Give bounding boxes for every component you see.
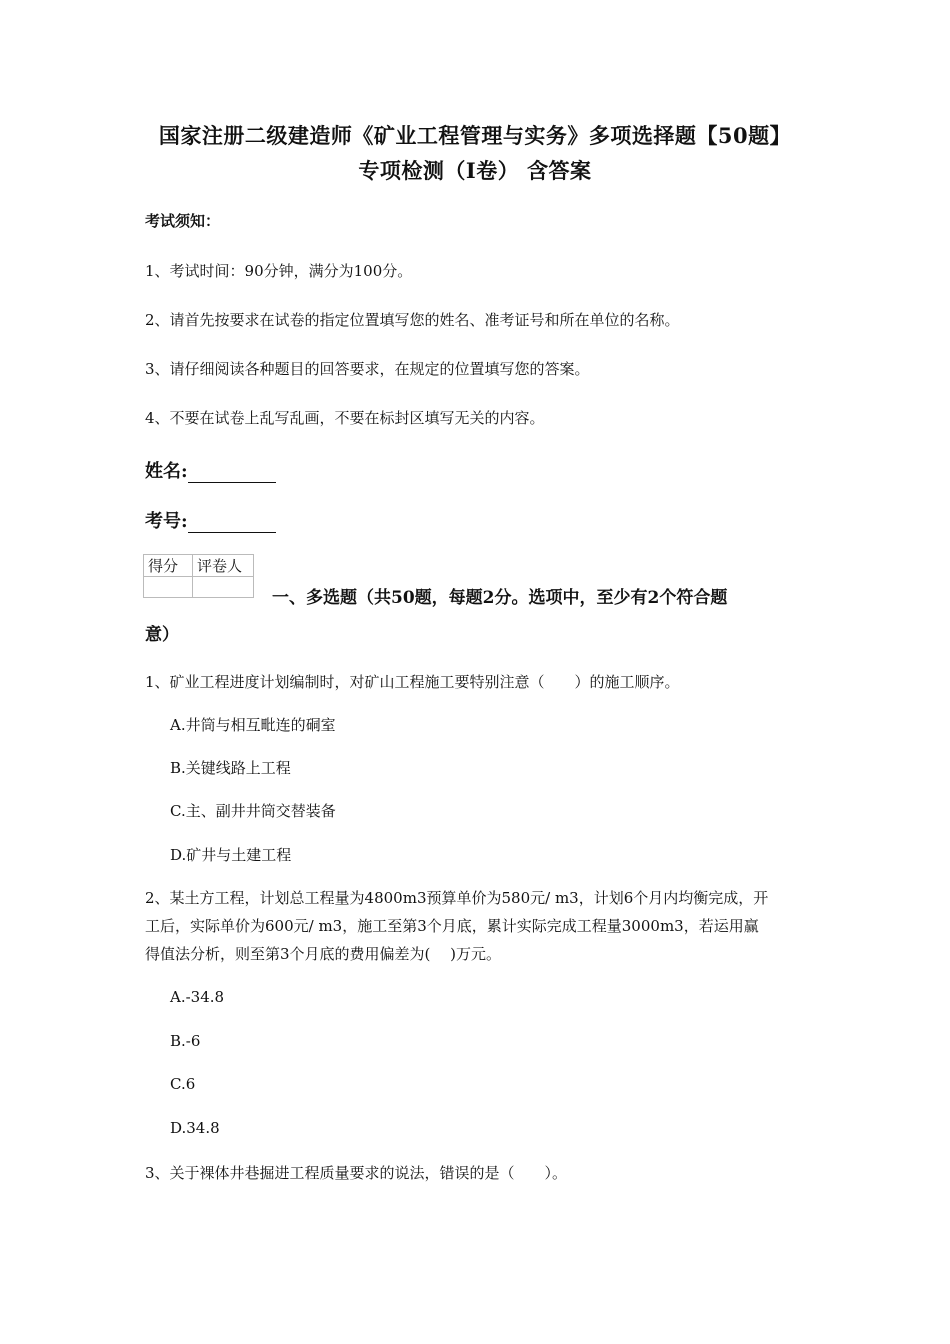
exam-number-field <box>145 507 276 533</box>
exam-number-blank <box>188 514 276 533</box>
question-2-option-a: A.-34.8 <box>170 988 225 1006</box>
question-1-option-d: D.矿井与土建工程 <box>170 846 292 864</box>
question-2-stem-line-2: 工后，实际单价为600元/ m3，施工至第3个月底，累计实际完成工程量3000m3，若运用赢 <box>145 917 759 935</box>
notice-item-2: 2、请首先按要求在试卷的指定位置填写您的姓名、准考证号和所在单位的名称。 <box>145 311 680 329</box>
notice-heading: 考试须知： <box>145 212 221 230</box>
question-1-option-a: A.井筒与相互毗连的硐室 <box>170 716 336 734</box>
section-heading-line-2: 意） <box>145 625 179 645</box>
question-2-stem-line-3: 得值法分析，则至第3个月底的费用偏差为( )万元。 <box>145 945 502 963</box>
question-2-option-d: D.34.8 <box>170 1119 220 1137</box>
name-field <box>145 457 276 483</box>
document-title-line-2: 专项检测（I卷） 含答案 <box>358 158 592 183</box>
notice-item-4: 4、不要在试卷上乱写乱画，不要在标封区填写无关的内容。 <box>145 409 545 427</box>
question-3-stem: 3、关于裸体井巷掘进工程质量要求的说法，错误的是（ ）。 <box>145 1164 568 1182</box>
score-cell <box>144 577 193 598</box>
question-1-option-b: B.关键线路上工程 <box>170 759 291 777</box>
exam-number-label: 考号: <box>145 511 188 532</box>
grader-cell <box>193 577 254 598</box>
score-header: 得分 <box>144 555 193 577</box>
name-blank <box>188 464 276 483</box>
question-1-stem: 1、矿业工程进度计划编制时，对矿山工程施工要特别注意（ ）的施工顺序。 <box>145 673 680 691</box>
score-table <box>143 554 254 598</box>
question-2-stem-line-1: 2、某土方工程，计划总工程量为4800m3预算单价为580元/ m3，计划6个月内均衡完成，开 <box>145 889 769 907</box>
question-2-option-c: C.6 <box>170 1075 196 1093</box>
question-2-option-b: B.-6 <box>170 1032 201 1050</box>
grader-header: 评卷人 <box>193 555 254 577</box>
section-heading-line-1: 一、多选题（共50题，每题2分。选项中，至少有2个符合题 <box>272 588 728 608</box>
document-title-line-1: 国家注册二级建造师《矿业工程管理与实务》多项选择题【50题】 <box>158 123 792 148</box>
question-1-option-c: C.主、副井井筒交替装备 <box>170 802 336 820</box>
notice-item-1: 1、考试时间：90分钟，满分为100分。 <box>145 262 413 280</box>
name-label: 姓名: <box>145 461 188 482</box>
notice-item-3: 3、请仔细阅读各种题目的回答要求，在规定的位置填写您的答案。 <box>145 360 590 378</box>
